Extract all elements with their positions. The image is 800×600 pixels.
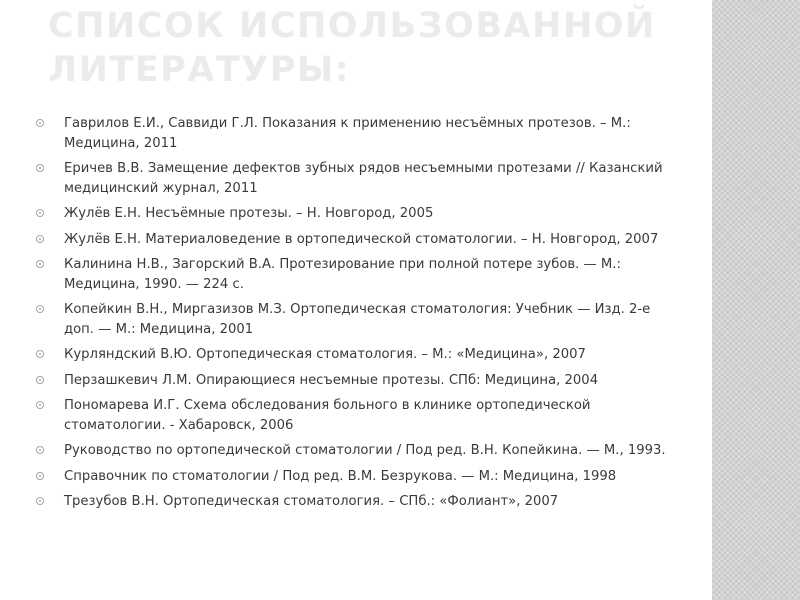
list-item bbox=[36, 467, 676, 487]
list-item bbox=[36, 396, 676, 435]
reference-text: Руководство по ортопедической стоматологии / Под ред. В.Н. Копейкина. — М., 1993. bbox=[64, 443, 666, 458]
reference-text: Справочник по стоматологии / Под ред. В.М. Безрукова. — М.: Медицина, 1998 bbox=[64, 468, 617, 484]
bullet-icon bbox=[36, 401, 44, 409]
bullet-icon bbox=[36, 350, 44, 358]
bullet-icon bbox=[36, 119, 44, 127]
list-item bbox=[36, 230, 676, 250]
reference-text: Курляндский В.Ю. Ортопедическая стоматология. – М.: «Медицина», 2007 bbox=[64, 347, 586, 362]
bullet-icon bbox=[36, 235, 44, 243]
reference-text: Жулёв Е.Н. Несъёмные протезы. – Н. Новгород, 2005 bbox=[64, 206, 434, 221]
bullet-icon bbox=[36, 472, 44, 480]
list-item bbox=[36, 204, 676, 224]
reference-text: Жулёв Е.Н. Материаловедение в ортопедической стоматологии. – Н. Новгород, 2007 bbox=[64, 231, 659, 247]
reference-text: Копейкин В.Н., Миргазизов М.З. Ортопедическая стоматология: Учебник — Изд. 2-е доп. — М.: Медицина, 2001 bbox=[64, 302, 651, 337]
bullet-icon bbox=[36, 446, 44, 454]
list-item bbox=[36, 371, 676, 391]
reference-text: Гаврилов Е.И., Саввиди Г.Л. Показания к применению несъёмных протезов. – М.: Медицина, 2011 bbox=[64, 116, 631, 151]
bullet-icon bbox=[36, 497, 44, 505]
bullet-icon bbox=[36, 376, 44, 384]
list-item bbox=[36, 114, 676, 153]
list-item bbox=[36, 255, 676, 294]
reference-text: Пономарева И.Г. Схема обследования больного в клинике ортопедической стоматологии. - Хабаровск, 2006 bbox=[64, 398, 591, 433]
list-item bbox=[36, 300, 676, 339]
decorative-side-band bbox=[712, 0, 800, 600]
bullet-icon bbox=[36, 260, 44, 268]
reference-text: Трезубов В.Н. Ортопедическая стоматология. – СПб.: «Фолиант», 2007 bbox=[64, 494, 559, 509]
slide-title: СПИСОК ИСПОЛЬЗОВАННОЙ ЛИТЕРАТУРЫ: bbox=[48, 6, 656, 90]
bullet-icon bbox=[36, 164, 44, 172]
reference-text: Перзашкевич Л.М. Опирающиеся несъемные протезы. СПб: Медицина, 2004 bbox=[64, 372, 599, 388]
reference-list bbox=[36, 114, 676, 518]
bullet-icon bbox=[36, 305, 44, 313]
bullet-icon bbox=[36, 209, 44, 217]
list-item bbox=[36, 492, 676, 512]
list-item bbox=[36, 345, 676, 365]
list-item bbox=[36, 159, 676, 198]
list-item bbox=[36, 441, 676, 461]
reference-text: Еричев В.В. Замещение дефектов зубных рядов несъемными протезами // Казанский медицинский журнал, 2011 bbox=[64, 161, 663, 196]
reference-text: Калинина Н.В., Загорский В.А. Протезирование при полной потере зубов. — М.: Медицина, 1990. — 224 с. bbox=[64, 257, 621, 292]
